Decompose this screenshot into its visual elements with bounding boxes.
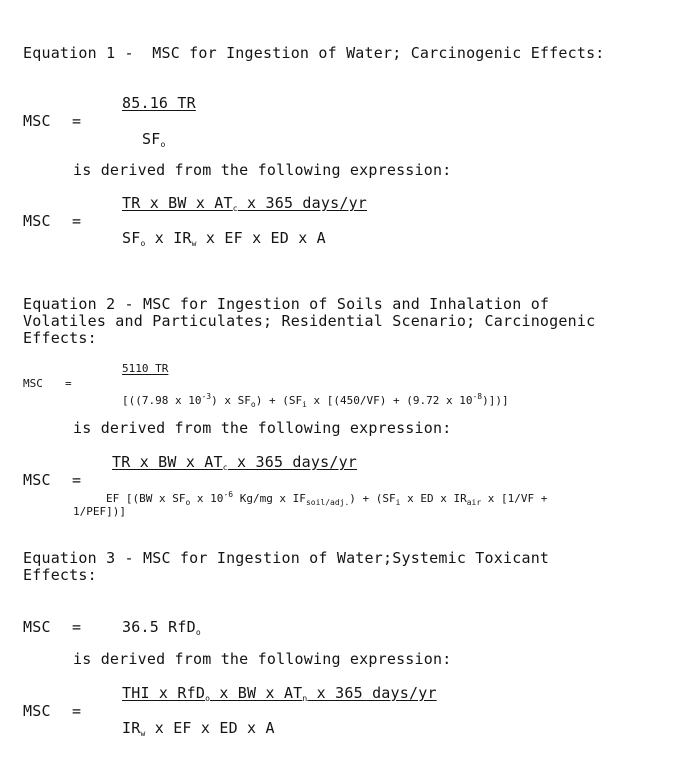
- eq1-equals: =: [72, 112, 82, 130]
- eq2-heading-line3: Effects:: [23, 329, 97, 347]
- eq3-msc-label: MSC: [23, 618, 51, 636]
- eq3-heading-line1: Equation 3 - MSC for Ingestion of Water;Systemic Toxicant: [23, 549, 550, 567]
- eq3-rhs: 36.5 RfD$_o$: [122, 618, 201, 637]
- eq1-heading: Equation 1 - MSC for Ingestion of Water; Carcinogenic Effects:: [23, 44, 605, 62]
- eq2-expr-msc-label: MSC: [23, 471, 51, 489]
- eq2-expr-numerator: TR x BW x $AT_c$ x 365 days/yr: [112, 453, 358, 472]
- eq2-numerator: 5110 TR: [122, 362, 169, 375]
- eq3-expr-msc-label: MSC: [23, 702, 51, 720]
- eq1-expr-numerator: TR x BW x $AT_c$ x 365 days/yr: [122, 194, 368, 213]
- eq2-expr-denominator-line1: EF [(BW x $SF_o$ x $10^{-6}$ Kg/mg x $IF_{soil/adj.}) + (SF_i$ x ED x $IR_{air}$ x [1/VF +: [106, 490, 548, 507]
- eq2-msc-label: MSC: [23, 377, 43, 390]
- eq1-denominator: $SF_o$: [142, 130, 166, 149]
- eq3-expr-denominator: $IR_w$ x EF x ED x A: [122, 719, 275, 738]
- eq2-expr-denominator-line2: 1/PEF])]: [73, 505, 126, 518]
- eq1-expr-msc-label: MSC: [23, 212, 51, 230]
- eq3-expr-equals: =: [72, 702, 82, 720]
- eq1-msc-label: MSC: [23, 112, 51, 130]
- eq1-derived-text: is derived from the following expression:: [73, 161, 452, 179]
- eq1-numerator: 85.16 TR: [122, 94, 196, 112]
- eq3-equals: =: [72, 618, 82, 636]
- eq2-heading-line2: Volatiles and Particulates; Residential Scenario; Carcinogenic: [23, 312, 596, 330]
- eq2-equals: =: [65, 377, 72, 390]
- eq3-expr-numerator: THI x RfD$_o$ x BW x $AT_n$ x 365 days/yr: [122, 684, 437, 703]
- eq3-heading-line2: Effects:: [23, 566, 97, 584]
- eq2-heading-line1: Equation 2 - MSC for Ingestion of Soils and Inhalation of: [23, 295, 550, 313]
- eq1-expr-denominator: $SF_o$ x $IR_w$ x EF x ED x A: [122, 229, 326, 248]
- eq1-expr-equals: =: [72, 212, 82, 230]
- eq3-derived-text: is derived from the following expression:: [73, 650, 452, 668]
- eq2-denominator: [((7.98 x $10^{-3}$) x $SF_o) + (SF_i$ x [(450/VF) + (9.72 x $10^{-8}$)])]: [122, 392, 509, 409]
- eq2-derived-text: is derived from the following expression:: [73, 419, 452, 437]
- eq2-expr-equals: =: [72, 471, 82, 489]
